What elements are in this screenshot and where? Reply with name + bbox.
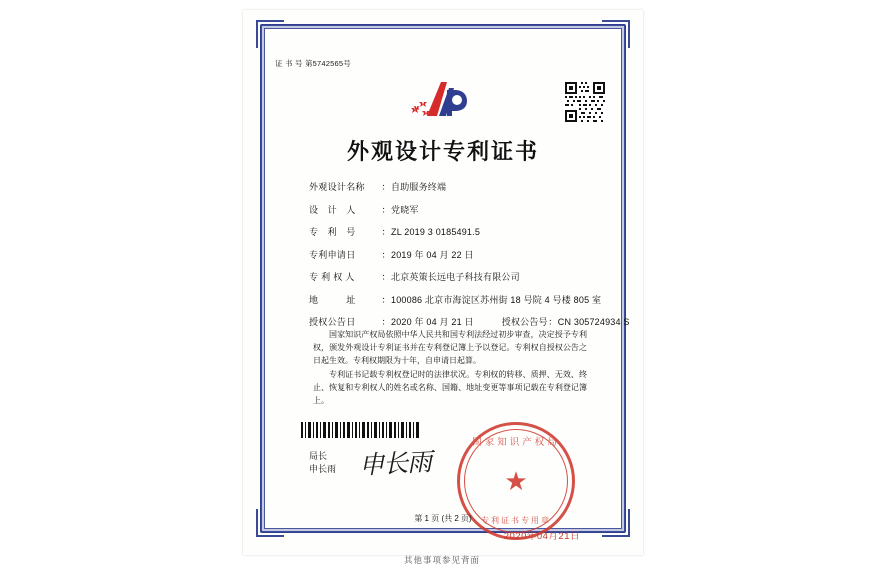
field-row-grant-announcement [309,315,630,328]
director-title-label: 局长 [309,451,328,461]
field-list [309,180,630,338]
five-point-star-icon: ★ [504,466,528,496]
field-row-patentee [309,270,593,283]
field-label-secondary: 授权公告号 [501,317,548,327]
field-value: ZL 2019 3 0185491.5 [391,227,481,237]
handwritten-signature: 申长雨 [358,447,432,480]
footer-note: 其他事项参见背面 [403,555,480,565]
seal-bottom-text: 专利证书专用章 [481,516,551,525]
field-label: 外观设计名称 [309,182,365,192]
seal-top-text: 国家知识产权局 [472,437,560,448]
field-colon: ： [381,182,391,192]
legal-paragraph-2: 专利证书记载专利权登记时的法律状况。专利权的转移、质押、无效、终止、恢复和专利权人的姓名或名称、国籍、地址变更等事项记载在专利登记簿上。 [313,370,587,405]
field-row-designer [309,203,593,216]
page-number: 第 1 页 (共 2 页) [414,514,472,523]
seal-date: 2020年04月21日 [503,531,580,542]
field-colon: ： [381,204,391,215]
patent-certificate [243,10,643,555]
field-label: 专 利 号 [309,227,356,237]
certificate-content [273,40,630,542]
field-row-patent-number [309,225,593,238]
barcode-icon [301,422,421,438]
legal-text [313,328,587,408]
field-value: 2019 年 04 月 22 日 [391,249,474,260]
field-value: 100086 北京市海淀区苏州街 18 号院 4 号楼 805 室 [391,294,602,305]
field-label: 授权公告日 [309,317,356,327]
field-row-address [309,293,602,306]
director-name-label: 申长雨 [309,464,337,474]
page-title: 外观设计专利证书 [346,140,539,165]
field-value: 北京英策长远电子科技有限公司 [391,272,520,282]
legal-paragraph-1: 国家知识产权局依照中华人民共和国专利法经过初步审查，决定授予专利权，颁发外观设计专利证书并在专利登记簿上予以登记。专利权自授权公告之日起生效。专利权期限为十年，自申请日起算。 [313,330,587,365]
field-label: 专 利 权 人 [309,272,355,282]
field-value-secondary: CN 305724934 S [557,317,630,327]
field-colon: ： [381,227,391,237]
field-colon: ： [381,317,391,327]
field-row-application-date [309,248,593,261]
certificate-number: 证 书 号 第5742565号 [275,59,351,68]
field-label: 地 址 [309,294,356,305]
field-label: 设 计 人 [309,204,356,215]
signature-block [309,450,336,476]
field-colon: ： [381,294,391,305]
field-colon: ： [381,249,391,260]
field-value: 自助服务终端 [391,182,447,192]
field-colon: ： [381,272,391,282]
field-label: 专利申请日 [309,249,356,260]
qr-code-icon [563,80,607,124]
cnipa-logo-icon [397,78,489,124]
field-colon: ： [548,317,558,327]
field-value: 党晓军 [391,204,419,215]
field-value: 2020 年 04 月 21 日 [391,317,474,327]
field-row-design-name [309,180,593,193]
